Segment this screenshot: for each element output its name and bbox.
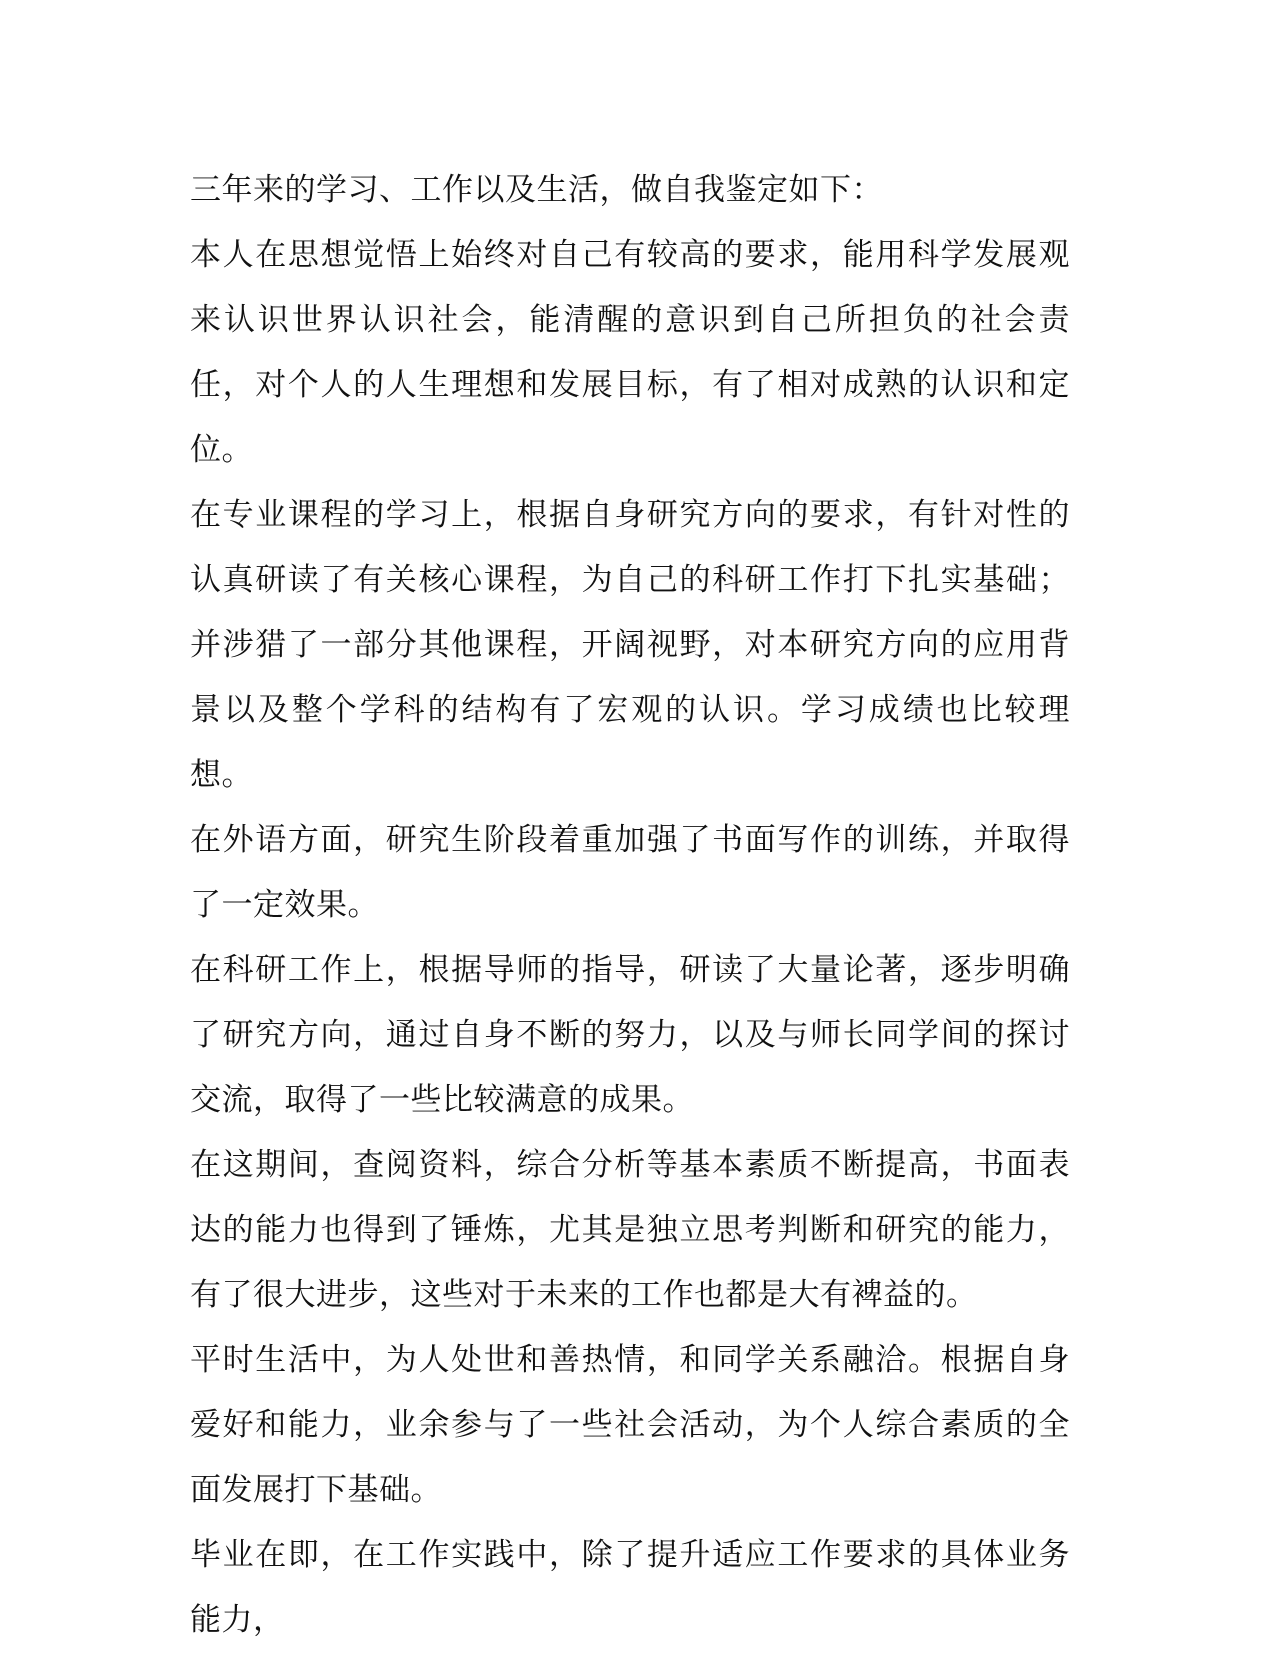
paragraph-graduation: 毕业在即，在工作实践中，除了提升适应工作要求的具体业务能力， <box>190 1537 1070 1638</box>
paragraph-coursework: 在专业课程的学习上，根据自身研究方向的要求，有针对性的认真研读了有关核心课程，为自己的科研工作打下扎实基础；并涉猎了一部分其他课程，开阔视野，对本研究方向的应用背景以及整个学科的结构有了宏观的认识。学习成绩也比较理想。 <box>190 497 1070 793</box>
paragraph-daily-life: 平时生活中，为人处世和善热情，和同学关系融洽。根据自身爱好和能力，业余参与了一些社会活动，为个人综合素质的全面发展打下基础。 <box>190 1342 1070 1508</box>
paragraph-skills: 在这期间，查阅资料，综合分析等基本素质不断提高，书面表达的能力也得到了锤炼，尤其是独立思考判断和研究的能力，有了很大进步，这些对于未来的工作也都是大有裨益的。 <box>190 1147 1070 1313</box>
document-body <box>190 158 1070 1653</box>
paragraph-foreign-language: 在外语方面，研究生阶段着重加强了书面写作的训练，并取得了一定效果。 <box>190 822 1070 923</box>
paragraph-research: 在科研工作上，根据导师的指导，研读了大量论著，逐步明确了研究方向，通过自身不断的努力，以及与师长同学间的探讨交流，取得了一些比较满意的成果。 <box>190 952 1070 1118</box>
paragraph-intro: 三年来的学习、工作以及生活，做自我鉴定如下： <box>190 172 883 208</box>
paragraph-ideology: 本人在思想觉悟上始终对自己有较高的要求，能用科学发展观来认识世界认识社会，能清醒的意识到自己所担负的社会责任，对个人的人生理想和发展目标，有了相对成熟的认识和定位。 <box>190 237 1070 468</box>
